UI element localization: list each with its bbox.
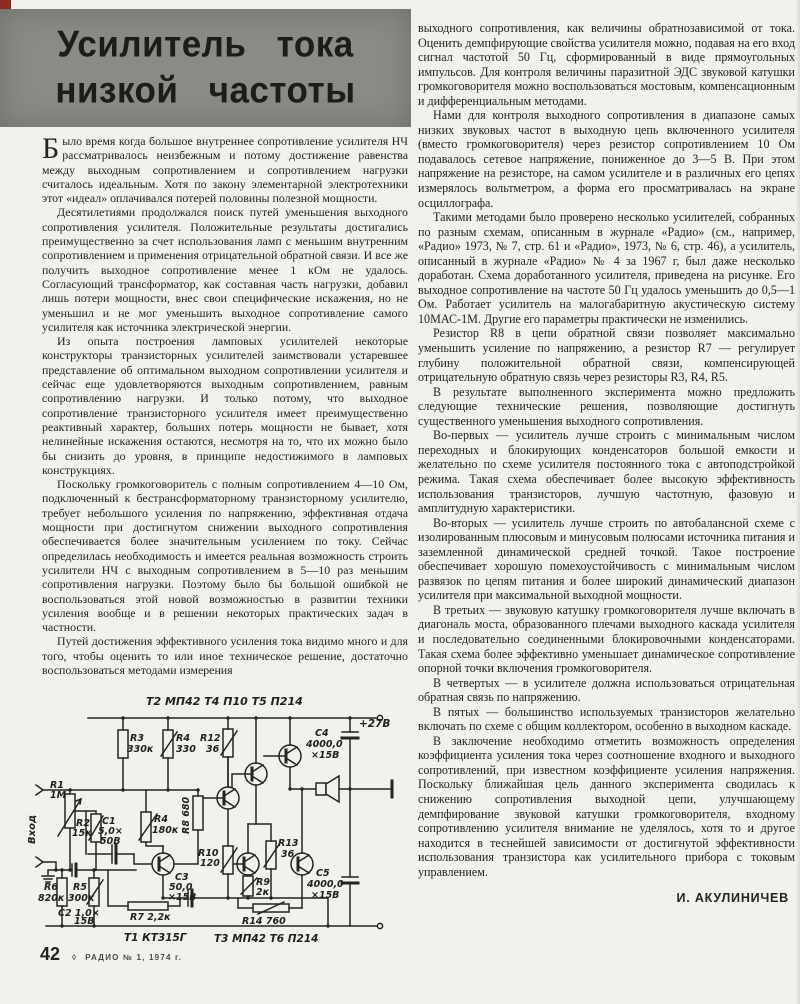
- paragraph: Из опыта построения ламповых усилителей некоторые конструкторы транзисторных усилителей заимствовали устаревшее представление об оптимальном выходном сопротивлении усилителя и сейчас еще удовлетворяются выходным сопротивлением, равным сопротивлению нагрузки. И только потому, что выходное сопротивление транзисторного усилителя имеет преимущественно реактивный характер, больших потерь мощности не бывает, хотя нелинейные искажения остаются, несмотря на то, что их можно было бы снизить до уровня, в принципе недостижимого в ламповых конструкциях.: [42, 334, 408, 477]
- svg-text:R6: R6: [44, 882, 58, 893]
- resistor-r7: [128, 902, 168, 910]
- svg-text:330: 330: [176, 744, 196, 755]
- page-title: Усилитель тока: [57, 23, 354, 65]
- paragraph: Поскольку громкоговоритель с полным сопротивлением 4—10 Ом, подключенный к бестрансформаторному транзисторному усилителю, требует небольшого усиления по напряжению, эффективная отдача мощности при достигнутом снижении выходного сопротивления обеспечивается более значительным усилением по току. Сейчас определилась необходимость и имеется реальная возможность строить усилители НЧ с выходным сопротивлением в 5—10 раз меньшим сопротивления нагрузки. Поэтому было бы большой ошибкой не воспользоваться этой новой возможностью в развитии техники усиления вообще и в решении некоторых практических задач в частности.: [42, 477, 408, 635]
- paragraph: Резистор R8 в цепи обратной связи позволяет максимально уменьшить усиление по напряжению, а резистор R7 — регулирует глубину положительной обратной связи, компенсирующей отрицательную обратную связь через резисторы R3, R4, R5.: [418, 326, 795, 385]
- svg-text:R1: R1: [50, 780, 64, 791]
- svg-text:Т3 МП42 Т6 П214: Т3 МП42 Т6 П214: [214, 933, 319, 945]
- svg-text:36: 36: [281, 849, 295, 860]
- left-column: [42, 134, 408, 677]
- minus-terminal: [377, 923, 382, 928]
- svg-text:Вход: Вход: [28, 814, 38, 844]
- author-signature: И. АКУЛИНИЧЕВ: [676, 891, 789, 906]
- paragraph: Такими методами было проверено несколько усилителей, собранных по разным схемам, описанным в журнале «Радио» (см., например, «Радио» 1973, № 7, стр. 61 и «Радио», 1973, № 6, стр. 46), а усилитель, описанный в журнале «Радио» № 4 за 1967 г, был даже несколько доработан. Схема доработанного усилителя, приведена на рисунке. Его выходное сопротивление на частоте 50 Гц удалось уменьшить до 0,5—1 Ом. Работает усилитель на малогабаритную акустическую систему 10МАС-1М. Другие его параметры практически не изменились.: [418, 210, 795, 326]
- circuit-schematic: [28, 694, 416, 946]
- page-title-line2: низкой частоты: [55, 69, 356, 112]
- paragraph: Во-первых — усилитель лучше строить с минимальным числом переходных и блокирующих конденсаторов большой емкости и желательно по схеме усилителя постоянного тока с автоподстройкой режима. Такая схема обеспечивает более высокую эффективность использования транзисторов, лучшую частотную, фазовую и амплитудную характеристики.: [418, 428, 795, 516]
- svg-text:120: 120: [200, 858, 220, 869]
- svg-text:50В: 50В: [100, 836, 121, 847]
- svg-text:C4: C4: [315, 728, 329, 739]
- svg-text:C1: C1: [102, 816, 116, 827]
- resistor-r4-180k: [141, 812, 151, 842]
- paragraph: Во-вторых — усилитель лучше строить по автобалансной схеме с изолированным плюсовым и минусовым полюсами источника питания и заземленной динамической средней точкой. Такое построение обеспечивает хорошую помехоустойчивость с минимальным числом развязок по цепям питания и более широкий динамический диапазон усилителя при максимальной выходной мощности.: [418, 515, 795, 603]
- schematic-labels: [28, 695, 390, 945]
- svg-text:50,0: 50,0: [169, 882, 193, 893]
- svg-text:R4: R4: [176, 733, 190, 744]
- svg-text:Т2 МП42 Т4 П10 Т5 П214: Т2 МП42 Т4 П10 Т5 П214: [146, 695, 303, 708]
- journal-line: [72, 953, 182, 962]
- svg-text:C3: C3: [175, 872, 189, 883]
- svg-text:2к: 2к: [256, 887, 270, 898]
- svg-text:Т1 КТ315Г: Т1 КТ315Г: [124, 932, 187, 944]
- paragraph: В заключение необходимо отметить возможность определения коэффициента усиления тока через соотношение входного и выходного сопротивлений, при известном коэффициенте усиления напряжения. Поскольку ближайшая цель данного эксперимента сводилась к снижению сопротивления выходной цепи, улучшающему демпфирование звуковой катушки громкоговорителя, входному сопротивлению усилителя внимание не уделялось, хотя то и другое находится в теснейшей зависимости от достигнутой эффективности использования транзистора как усилительного прибора с токовым управлением.: [418, 733, 795, 879]
- paragraph: Нами для контроля выходного сопротивления в диапазоне самых низких звуковых частот в выходную цепь включенного усилителя (вместо громкоговорителя) через резистор сопротивлением 10 Ом подавалось сетевое напряжение, пониженное до 3—5 В. При этом напряжение на резисторе, на самом усилителе и в различных его цепях измерялось вольтметром, а форма его просматривалась на экране осциллографа.: [418, 108, 795, 210]
- svg-text:820к: 820к: [38, 893, 65, 904]
- transistor-t4: [232, 718, 267, 824]
- svg-text:4000,0: 4000,0: [307, 879, 344, 890]
- svg-text:×15В: ×15В: [168, 892, 197, 903]
- paragraph: В третьих — звуковую катушку громкоговорителя лучше включать в диагональ моста, образованного плечами выходного каскада усилителя и последовательно соединенными блокировочными конденсаторами. Такая схема более эффективно уменьшает динамическое сопротивление опорной точки включения громкоговорителя.: [418, 602, 795, 676]
- svg-text:180к: 180к: [152, 825, 179, 836]
- journal-name: РАДИО № 1, 1974 г.: [85, 953, 183, 962]
- paragraph: В результате выполненного эксперимента можно предложить следующие технические решения, позволяющие достигнуть существенного уменьшения выходного сопротивления.: [418, 384, 795, 428]
- svg-text:1М: 1М: [50, 790, 67, 801]
- paragraph: выходного сопротивления, как величины обратнозависимой от тока. Оценить демпфирующие свойства усилителя можно, подавая на его вход сигнал частотой 50 Гц, сформированный в виде прямоугольных импульсов. Для контроля величины паразитной ЭДС звуковой катушки громкоговорителя можно воспользоваться мостовым, компенсационным и дифференциальным методами.: [418, 21, 795, 108]
- diamond-icon: ◊: [72, 953, 78, 962]
- transistor-t5: [264, 718, 301, 789]
- svg-text:R2: R2: [76, 818, 90, 829]
- svg-text:R10: R10: [198, 848, 219, 859]
- svg-text:5,0×: 5,0×: [98, 826, 123, 837]
- resistor-r13: [266, 841, 276, 869]
- paragraph: В пятых — большинство используемых транзисторов желательно включать по схеме с общим коллектором, особенно в выходном каскаде.: [418, 704, 795, 734]
- resistor-r10: [223, 846, 233, 874]
- svg-text:R14 760: R14 760: [242, 916, 286, 927]
- paragraph-text: ыло время когда большое внутреннее сопротивление усилителя НЧ рассматривалось неизбежным и потому достижение равенства между выходным сопротивлением и сопротивлением нагрузки считалось идеальным. Хотя по закону элементарной электротехники этот «идеал» оплачивался потерей половины полезной мощности.: [42, 134, 408, 206]
- svg-text:R12: R12: [200, 733, 221, 744]
- svg-text:+27В: +27В: [359, 718, 391, 730]
- paragraph: Десятилетиями продолжался поиск путей уменьшения выходного сопротивления усилителя. Положительные результаты достигались преимущественно за счет использования ламп с меньшим внутренним сопротивлением и применения отрицательной обратной связи. И все же получить выходное сопротивление менее 1 кОм не удалось. Согласующий трансформатор, как составная часть нагрузки, добавил лишь потери мощности, внес свои специфические искажения, но не уменьшил и не мог уменьшить выходное сопротивление самого усилителя как источника электрической энергии.: [42, 205, 408, 334]
- resistor-r8: [193, 796, 203, 830]
- c1-wires: [88, 854, 152, 864]
- svg-text:C2 1,0×: C2 1,0×: [58, 908, 100, 919]
- page-number: 42: [40, 944, 61, 964]
- drop-cap: Б: [42, 132, 60, 165]
- right-column: [418, 21, 795, 905]
- schematic-svg: [28, 694, 416, 946]
- svg-text:36: 36: [206, 744, 220, 755]
- svg-text:R7 2,2к: R7 2,2к: [130, 912, 171, 923]
- paragraph: В четвертых — в усилителе должна использоваться отрицательная обратная связь по напряжению.: [418, 675, 795, 705]
- svg-text:4000,0: 4000,0: [306, 739, 343, 750]
- transistor-t3: [234, 824, 259, 876]
- svg-text:300к: 300к: [68, 893, 95, 904]
- svg-text:×15В: ×15В: [311, 750, 340, 761]
- svg-text:15к: 15к: [72, 828, 92, 839]
- svg-text:15В: 15В: [74, 916, 95, 927]
- svg-text:330к: 330к: [127, 744, 154, 755]
- resistor-r12: [223, 729, 233, 757]
- svg-text:×15В: ×15В: [311, 890, 340, 901]
- svg-text:R5: R5: [73, 882, 87, 893]
- svg-text:R8 680: R8 680: [181, 796, 192, 834]
- svg-text:C5: C5: [316, 868, 330, 879]
- svg-text:R3: R3: [130, 733, 144, 744]
- transistor-t2: [203, 757, 239, 846]
- speaker-icon: [316, 776, 339, 802]
- paragraph: [42, 134, 408, 205]
- svg-text:R13: R13: [278, 838, 299, 849]
- page-footer: [40, 944, 182, 965]
- article-title-box: [0, 9, 411, 127]
- svg-text:R4: R4: [154, 814, 168, 825]
- resistor-r4-330: [163, 730, 173, 758]
- svg-text:R9: R9: [256, 877, 270, 888]
- paragraph: Путей достижения эффективного усиления тока видимо много и для того, чтобы оценить то или иное техническое решение, достаточно воспользоваться методами измерения: [42, 634, 408, 677]
